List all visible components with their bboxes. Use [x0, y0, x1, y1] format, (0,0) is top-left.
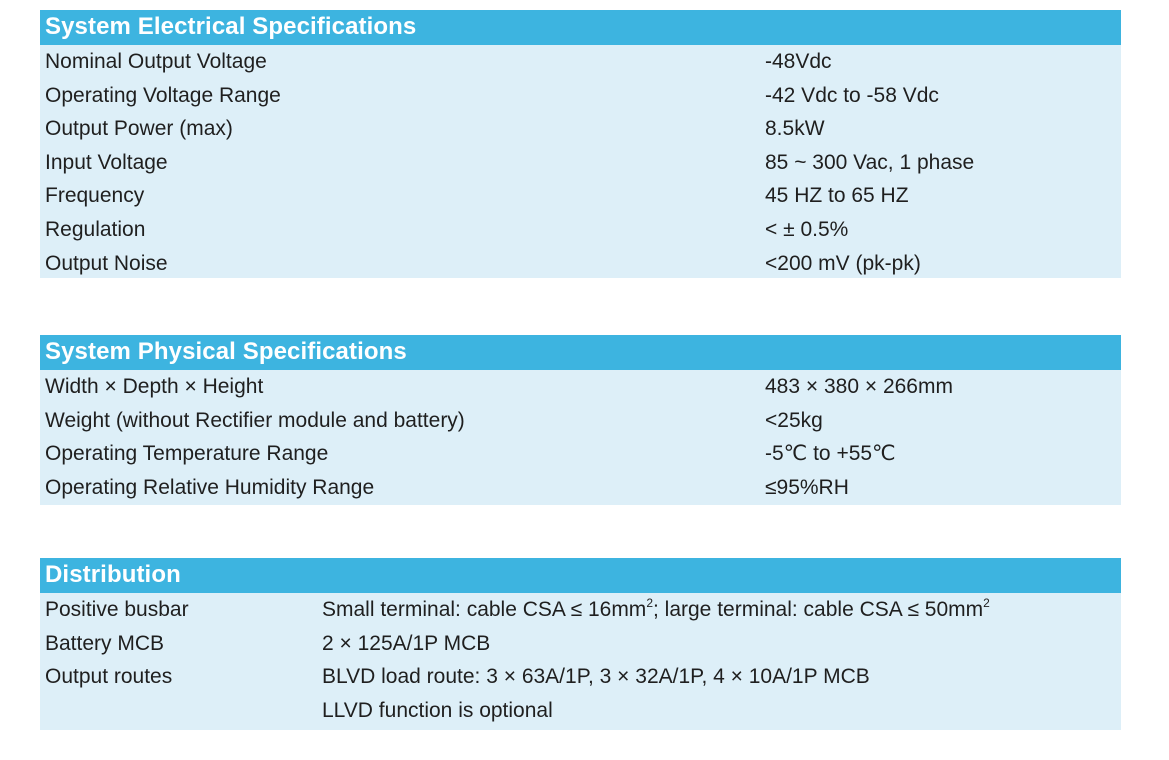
- physical-specs-rows: [40, 370, 1121, 504]
- spec-label: Output Power (max): [45, 117, 233, 141]
- table-row: [40, 146, 1121, 180]
- spec-label: Weight (without Rectifier module and battery): [45, 408, 465, 432]
- physical-specs-table: [40, 335, 1121, 505]
- table-row: [40, 45, 1121, 79]
- spec-value: -42 Vdc to -58 Vdc: [765, 83, 939, 107]
- spec-label: Nominal Output Voltage: [45, 50, 267, 73]
- spec-label: Operating Voltage Range: [45, 83, 281, 107]
- spec-value: -48Vdc: [765, 50, 832, 73]
- table-row: [40, 627, 1121, 661]
- spec-label: Width × Depth × Height: [45, 375, 264, 398]
- distribution-rows: [40, 593, 1121, 727]
- table-row: [40, 437, 1121, 471]
- superscript: 2: [983, 596, 990, 610]
- physical-specs-title: System Physical Specifications: [40, 335, 1121, 370]
- spec-label: Operating Temperature Range: [45, 442, 329, 466]
- spec-value: ≤95%RH: [765, 475, 849, 499]
- spec-value: 45 HZ to 65 HZ: [765, 184, 909, 208]
- spec-value: 2 × 125A/1P MCB: [322, 631, 491, 655]
- table-row: [40, 213, 1121, 247]
- electrical-specs-rows: [40, 45, 1121, 280]
- distribution-table: [40, 558, 1121, 730]
- table-row: [40, 79, 1121, 113]
- table-row: [40, 247, 1121, 281]
- spec-label: Output routes: [45, 665, 173, 689]
- table-row: [40, 370, 1121, 404]
- spec-value: 483 × 380 × 266mm: [765, 375, 953, 398]
- spec-label: Battery MCB: [45, 631, 165, 655]
- table-row: [40, 593, 1121, 627]
- spec-value: [322, 593, 990, 627]
- superscript: 2: [646, 596, 653, 610]
- electrical-specs-table: [40, 10, 1121, 278]
- table-row: [40, 660, 1121, 694]
- spec-value: <25kg: [765, 408, 823, 432]
- spec-value: -5℃ to +55℃: [765, 442, 896, 466]
- table-row: [40, 471, 1121, 505]
- table-row: [40, 404, 1121, 438]
- distribution-title: Distribution: [40, 558, 1121, 593]
- spec-label: Positive busbar: [45, 598, 189, 621]
- spec-label: Regulation: [45, 217, 146, 241]
- table-row: [40, 694, 1121, 728]
- spec-value: 85 ~ 300 Vac, 1 phase: [765, 150, 975, 174]
- spec-value-part: ; large terminal: cable CSA ≤ 50mm: [653, 598, 984, 621]
- electrical-specs-title: System Electrical Specifications: [40, 10, 1121, 45]
- spec-value: <200 mV (pk-pk): [765, 251, 921, 275]
- spec-label: Operating Relative Humidity Range: [45, 475, 375, 499]
- spec-value: LLVD function is optional: [322, 698, 553, 722]
- spec-value: 8.5kW: [765, 117, 825, 141]
- spec-label: Frequency: [45, 184, 145, 208]
- spec-value: < ± 0.5%: [765, 217, 849, 241]
- table-row: [40, 179, 1121, 213]
- spec-value-part: Small terminal: cable CSA ≤ 16mm: [322, 598, 647, 621]
- spec-label: Output Noise: [45, 251, 168, 275]
- spec-value: BLVD load route: 3 × 63A/1P, 3 × 32A/1P, 4 × 10A/1P MCB: [322, 665, 870, 689]
- table-row: [40, 112, 1121, 146]
- spec-label: Input Voltage: [45, 150, 168, 174]
